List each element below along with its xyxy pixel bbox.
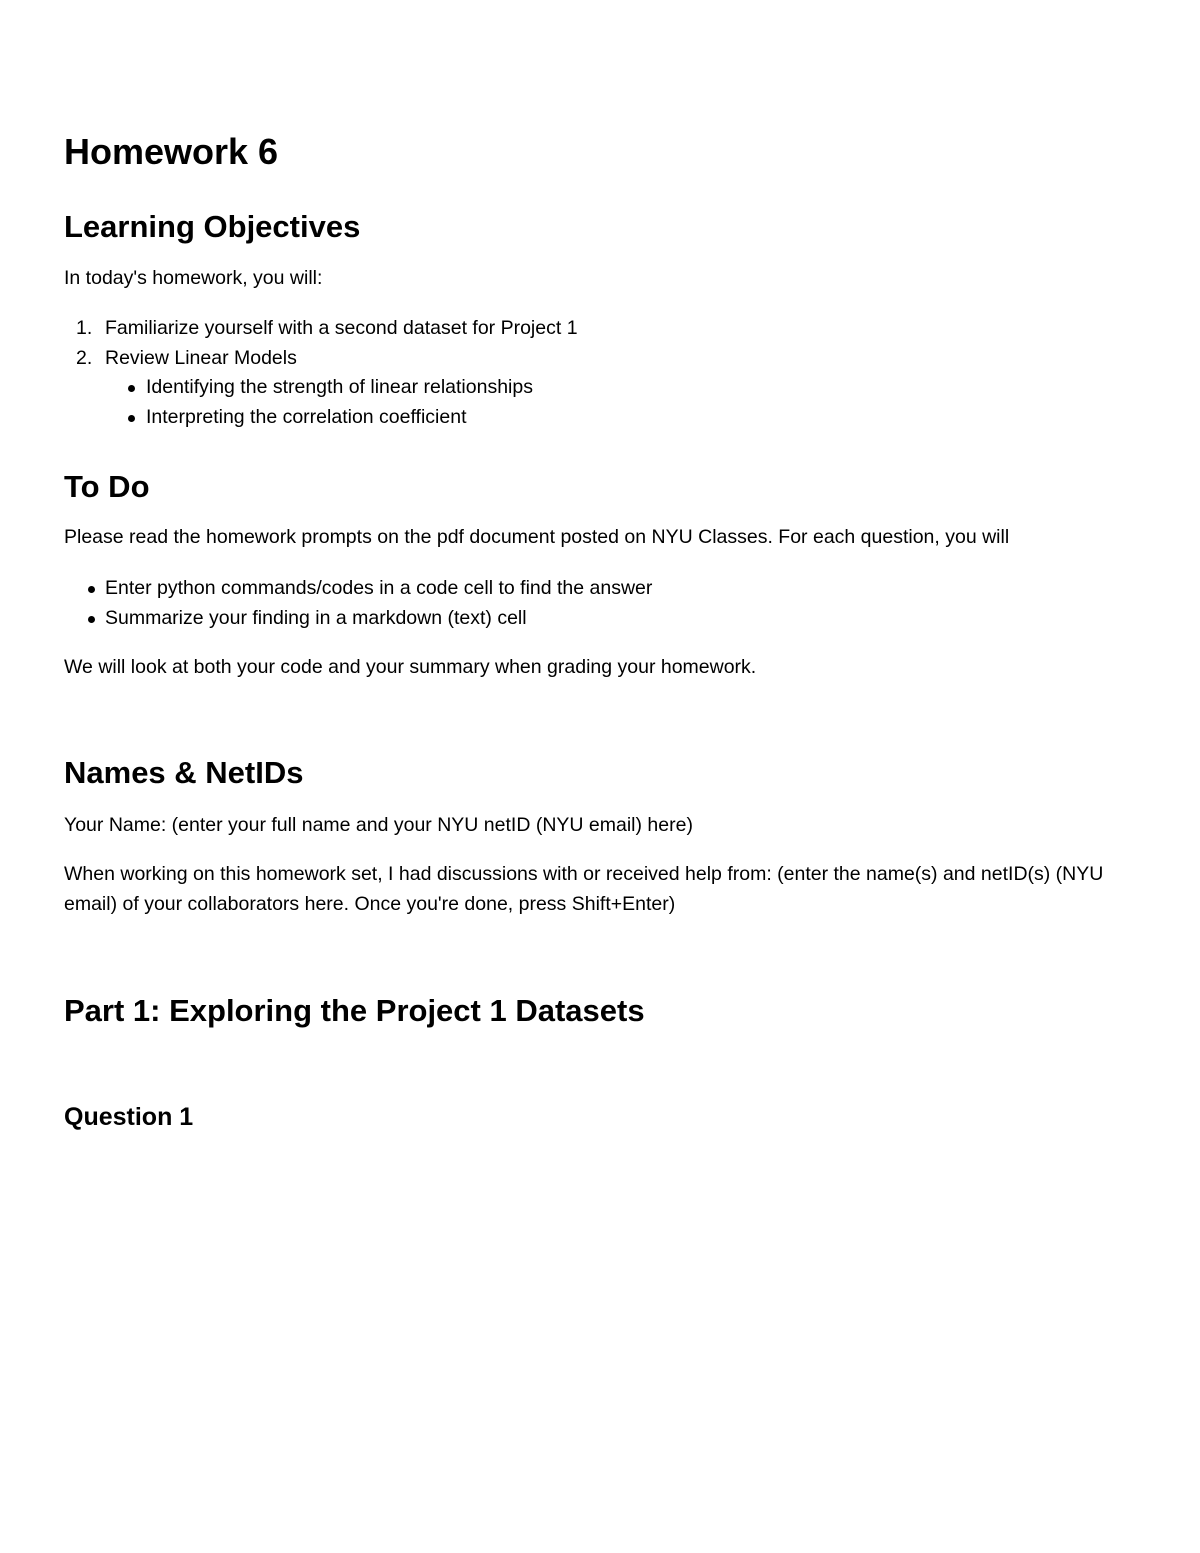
list-item-number: 2. bbox=[76, 346, 93, 369]
collaborators-prompt: When working on this homework set, I had discussions with or received help from: (enter the name(s) and netID(s) (NYU email) of your collaborators here. Once you're done, press Shift+Enter) bbox=[64, 863, 1104, 915]
todo-list bbox=[64, 574, 1064, 633]
list-item-text: Review Linear Models bbox=[105, 346, 297, 369]
learning-objectives-list bbox=[64, 314, 1064, 432]
todo-intro: Please read the homework prompts on the pdf document posted on NYU Classes. For each question, you will bbox=[64, 526, 1010, 548]
question-1-heading: Question 1 bbox=[64, 1103, 194, 1131]
sub-list-item-text: Interpreting the correlation coefficient bbox=[146, 405, 467, 428]
sub-list-item bbox=[64, 373, 1064, 403]
page-title: Homework 6 bbox=[64, 131, 279, 172]
list-item bbox=[64, 314, 1064, 344]
list-item-text: Enter python commands/codes in a code cell to find the answer bbox=[105, 577, 653, 599]
todo-heading: To Do bbox=[64, 469, 150, 504]
bullet-icon bbox=[88, 586, 95, 593]
sub-list-item-text: Identifying the strength of linear relationships bbox=[146, 376, 533, 398]
part1-heading: Part 1: Exploring the Project 1 Datasets bbox=[64, 993, 645, 1028]
list-item-text: Summarize your finding in a markdown (text) cell bbox=[105, 606, 527, 629]
bullet-icon bbox=[128, 385, 135, 392]
learning-objectives-intro: In today's homework, you will: bbox=[64, 267, 323, 289]
list-item-text: Familiarize yourself with a second dataset for Project 1 bbox=[105, 317, 578, 339]
learning-objectives-heading: Learning Objectives bbox=[64, 209, 361, 244]
bullet-icon bbox=[88, 616, 95, 623]
sub-list-item bbox=[64, 403, 1064, 433]
list-item-number: 1. bbox=[76, 317, 93, 339]
list-item bbox=[64, 574, 1064, 604]
list-item bbox=[64, 344, 1064, 374]
your-name-prompt: Your Name: (enter your full name and your NYU netID (NYU email) here) bbox=[64, 814, 693, 836]
names-heading: Names & NetIDs bbox=[64, 755, 304, 790]
list-item bbox=[64, 604, 1064, 634]
bullet-icon bbox=[128, 415, 135, 422]
todo-note: We will look at both your code and your summary when grading your homework. bbox=[64, 656, 757, 678]
